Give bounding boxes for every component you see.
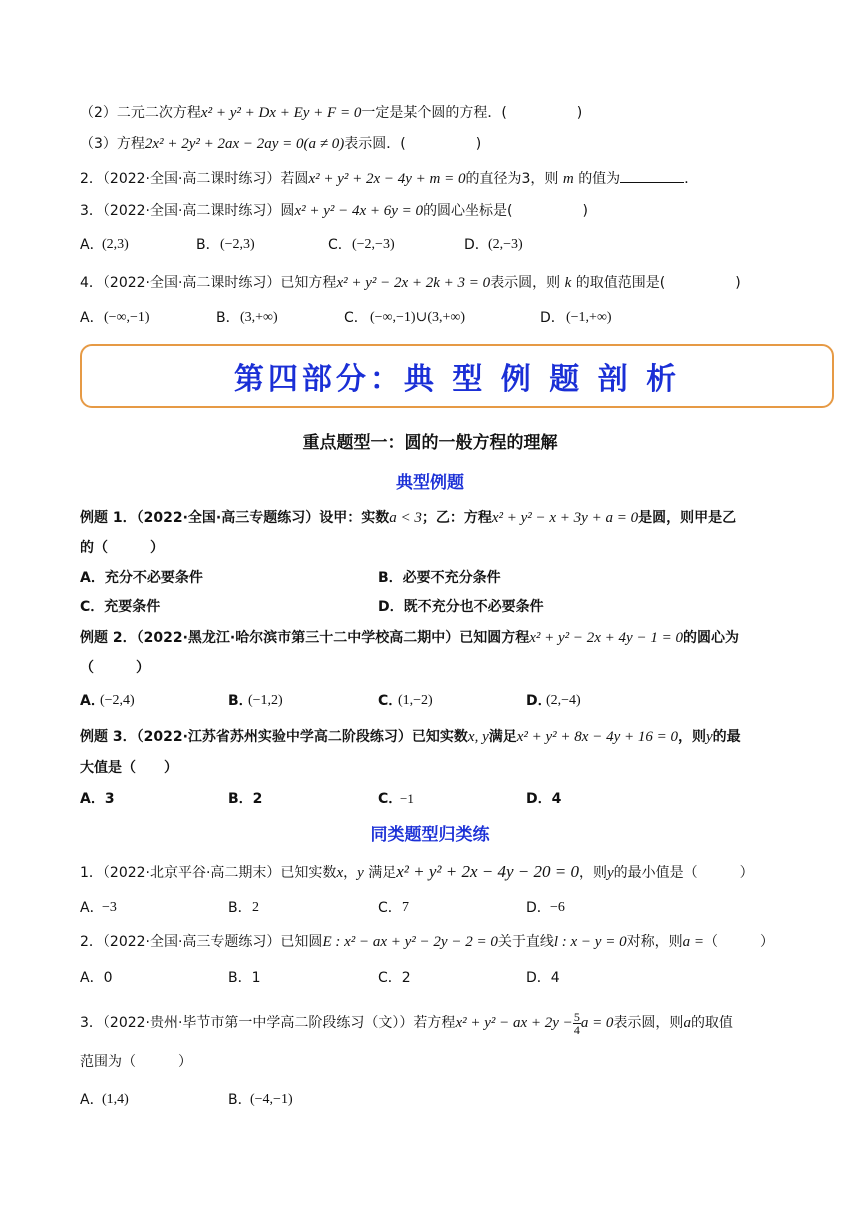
option-a: A．3 bbox=[80, 791, 115, 807]
question-2-period: ． bbox=[684, 171, 699, 187]
question-2-mid: 的直径为3，则 bbox=[465, 171, 559, 187]
practice-1-x: x bbox=[336, 865, 344, 881]
question-3-label: 3．（2022·全国·高二课时练习）圆 bbox=[80, 203, 295, 219]
typical-examples-heading: 典型例题 bbox=[396, 473, 464, 493]
practice-1-comma: ， bbox=[343, 865, 358, 881]
answer-blank bbox=[620, 168, 684, 183]
option-d-label: D． bbox=[526, 693, 552, 709]
option-c-label: C． bbox=[378, 900, 402, 916]
example-3-equation: x² + y² + 8x − 4y + 16 = 0 bbox=[516, 729, 678, 745]
example-1-equation: x² + y² − x + 3y + a = 0 bbox=[491, 510, 639, 526]
option-d-label: D． bbox=[526, 900, 551, 916]
option-a-label: A． bbox=[80, 693, 105, 709]
example-3-options bbox=[0, 789, 860, 811]
example-2-equation: x² + y² − 2x + 4y − 1 = 0 bbox=[529, 630, 683, 646]
option-c-value: (−∞,−1)∪(3,+∞) bbox=[370, 310, 466, 325]
option-b-label: B． bbox=[196, 237, 220, 253]
practice-2-label: 2．（2022·全国·高三专题练习）已知圆 bbox=[80, 934, 323, 950]
option-b-label: B． bbox=[216, 310, 240, 326]
fraction-numerator: 5 bbox=[573, 1009, 580, 1024]
question-4-var: k bbox=[564, 275, 572, 291]
option-c-label: C． bbox=[344, 310, 368, 326]
similar-practice-heading: 同类题型归类练 bbox=[370, 825, 490, 845]
option-b-label: B． bbox=[228, 900, 252, 916]
option-b-value: (−4,−1) bbox=[250, 1092, 293, 1107]
question-3-equation: x² + y² − 4x + 6y = 0 bbox=[294, 203, 424, 219]
practice-1-equation: x² + y² + 2x − 4y − 20 = 0 bbox=[396, 862, 579, 881]
judge-item-2-equation: x² + y² + Dx + Ey + F = 0 bbox=[200, 105, 362, 121]
option-c-value: (−2,−3) bbox=[352, 237, 395, 252]
question-2-label: 2．（2022·全国·高二课时练习）若圆 bbox=[80, 171, 309, 187]
example-2-options bbox=[0, 691, 860, 713]
option-b: B．1 bbox=[228, 970, 261, 986]
practice-3-options bbox=[0, 1090, 860, 1112]
judge-item-2-suffix: 一定是某个圆的方程．( ) bbox=[361, 105, 583, 121]
practice-1 bbox=[80, 862, 800, 883]
option-a-value: (2,3) bbox=[102, 237, 129, 252]
option-c-label: C． bbox=[328, 237, 352, 253]
example-3-line-2: 大值是（ ） bbox=[80, 760, 178, 776]
example-1-end: 是圆，则甲是乙 bbox=[638, 510, 737, 526]
option-d-value: (−1,+∞) bbox=[566, 310, 612, 325]
example-1-line-2: 的（ ） bbox=[80, 540, 164, 556]
option-d: D．4 bbox=[526, 791, 562, 807]
section-banner: 第四部分：典 型 例 题 剖 析 bbox=[80, 344, 834, 408]
question-4-mid: 表示圆，则 bbox=[490, 275, 561, 291]
example-3-var: y bbox=[705, 729, 713, 745]
option-a-label: A． bbox=[80, 310, 104, 326]
example-1-option-d: D．既不充分也不必要条件 bbox=[378, 599, 544, 615]
question-2 bbox=[80, 168, 800, 189]
option-d-label: D． bbox=[540, 310, 565, 326]
option-c: C．2 bbox=[378, 970, 411, 986]
question-3-end: 的圆心坐标是( ) bbox=[423, 203, 588, 219]
option-d-value: −6 bbox=[550, 900, 565, 915]
option-d-value: (2,−3) bbox=[488, 237, 523, 252]
option-c-label: C． bbox=[378, 791, 403, 807]
option-a-label: A． bbox=[80, 1092, 104, 1108]
option-c-value: −1 bbox=[400, 791, 414, 806]
practice-3-equation-b: a = 0 bbox=[580, 1015, 614, 1031]
practice-3-end: 的取值 bbox=[690, 1015, 733, 1031]
practice-2-line: l : x − y = 0 bbox=[553, 934, 627, 950]
question-4-options bbox=[0, 308, 860, 330]
example-3-vars: x, y bbox=[467, 729, 489, 745]
example-3-label: 例题 3．（2022·江苏省苏州实验中学高二阶段练习）已知实数 bbox=[80, 729, 468, 745]
judge-item-3-suffix: 表示圆．( ) bbox=[344, 136, 482, 152]
option-d-label: D． bbox=[464, 237, 489, 253]
option-a: A．0 bbox=[80, 970, 113, 986]
question-4-equation: x² + y² − 2x + 2k + 3 = 0 bbox=[336, 275, 491, 291]
option-c-label: C． bbox=[378, 693, 403, 709]
option-d: D．4 bbox=[526, 970, 560, 986]
judge-item-2-prefix: （2）二元二次方程 bbox=[80, 105, 201, 121]
example-3 bbox=[80, 727, 800, 747]
option-b: B．2 bbox=[228, 791, 263, 807]
practice-1-y: y bbox=[357, 865, 364, 881]
example-1-option-c: C．充要条件 bbox=[80, 599, 161, 615]
option-b-label: B． bbox=[228, 1092, 252, 1108]
practice-1-y2: y bbox=[606, 865, 614, 881]
question-3-options bbox=[0, 235, 860, 257]
example-2-label: 例题 2．（2022·黑龙江·哈尔滨市第三十二中学校高二期中）已知圆方程 bbox=[80, 630, 530, 646]
option-a-value: (1,4) bbox=[102, 1092, 129, 1107]
option-b-value: (−2,3) bbox=[220, 237, 255, 252]
example-3-mid-2: ，则 bbox=[677, 729, 706, 745]
fraction bbox=[573, 1011, 581, 1036]
practice-2-mid-2: 对称，则 bbox=[626, 934, 683, 950]
practice-1-end: ，则 bbox=[578, 865, 607, 881]
practice-3-mid: 表示圆，则 bbox=[613, 1015, 684, 1031]
example-1-mid: ；乙：方程 bbox=[421, 510, 492, 526]
question-2-equation: x² + y² + 2x − 4y + m = 0 bbox=[308, 171, 466, 187]
judge-item-2 bbox=[80, 103, 800, 123]
option-b-label: B． bbox=[228, 693, 253, 709]
option-a-value: (−∞,−1) bbox=[104, 310, 150, 325]
example-2-line-2: （ ） bbox=[80, 660, 150, 676]
practice-3-equation-a: x² + y² − ax + 2y − bbox=[455, 1015, 573, 1031]
question-4-end: 的取值范围是( ) bbox=[575, 275, 741, 291]
example-1-label: 例题 1．（2022·全国·高三专题练习）设甲：实数 bbox=[80, 510, 390, 526]
option-a-label: A． bbox=[80, 237, 104, 253]
option-a-value: −3 bbox=[102, 900, 117, 915]
practice-2-equation: E : x² − ax + y² − 2y − 2 = 0 bbox=[322, 934, 498, 950]
practice-2-ask: a = bbox=[682, 934, 704, 950]
option-c-value: 7 bbox=[402, 900, 409, 915]
example-3-end: 的最 bbox=[712, 729, 741, 745]
practice-3-label: 3．（2022·贵州·毕节市第一中学高二阶段练习（文））若方程 bbox=[80, 1015, 456, 1031]
practice-2-mid: 关于直线 bbox=[497, 934, 554, 950]
example-1-condition: a < 3 bbox=[389, 510, 422, 526]
example-2-end: 的圆心为 bbox=[682, 630, 739, 646]
option-b-value: (−1,2) bbox=[248, 693, 283, 708]
example-1-option-b: B．必要不充分条件 bbox=[378, 570, 501, 586]
example-3-mid: 满足 bbox=[488, 729, 517, 745]
practice-3-line-2: 范围为（ ） bbox=[80, 1054, 192, 1070]
option-c-value: (1,−2) bbox=[398, 693, 433, 708]
practice-3 bbox=[80, 1006, 800, 1040]
practice-2-options bbox=[0, 968, 860, 990]
judge-item-3-equation: 2x² + 2y² + 2ax − 2ay = 0(a ≠ 0) bbox=[144, 136, 345, 152]
option-d-value: (2,−4) bbox=[546, 693, 581, 708]
question-4 bbox=[80, 273, 800, 293]
practice-2-end: （ ） bbox=[703, 934, 774, 950]
option-a-label: A． bbox=[80, 900, 104, 916]
practice-1-end-2: 的最小值是（ ） bbox=[613, 865, 754, 881]
option-a-value: (−2,4) bbox=[100, 693, 135, 708]
question-2-var: m bbox=[562, 171, 574, 187]
fraction-denominator: 4 bbox=[573, 1022, 580, 1037]
option-b-value: (3,+∞) bbox=[240, 310, 278, 325]
practice-2 bbox=[80, 932, 800, 952]
question-2-end: 的值为 bbox=[578, 171, 621, 187]
question-4-label: 4．（2022·全国·高二课时练习）已知方程 bbox=[80, 275, 337, 291]
judge-item-3 bbox=[80, 134, 800, 154]
practice-1-options bbox=[0, 898, 860, 920]
practice-3-var: a bbox=[683, 1015, 691, 1031]
practice-1-label: 1．（2022·北京平谷·高二期末）已知实数 bbox=[80, 865, 337, 881]
option-b-value: 2 bbox=[252, 900, 259, 915]
example-1-option-a: A．充分不必要条件 bbox=[80, 570, 203, 586]
judge-item-3-prefix: （3）方程 bbox=[80, 136, 145, 152]
section-title: 重点题型一：圆的一般方程的理解 bbox=[302, 433, 558, 453]
practice-1-mid: 满足 bbox=[368, 865, 397, 881]
example-1 bbox=[80, 508, 800, 528]
question-3 bbox=[80, 201, 800, 221]
example-2 bbox=[80, 628, 800, 648]
